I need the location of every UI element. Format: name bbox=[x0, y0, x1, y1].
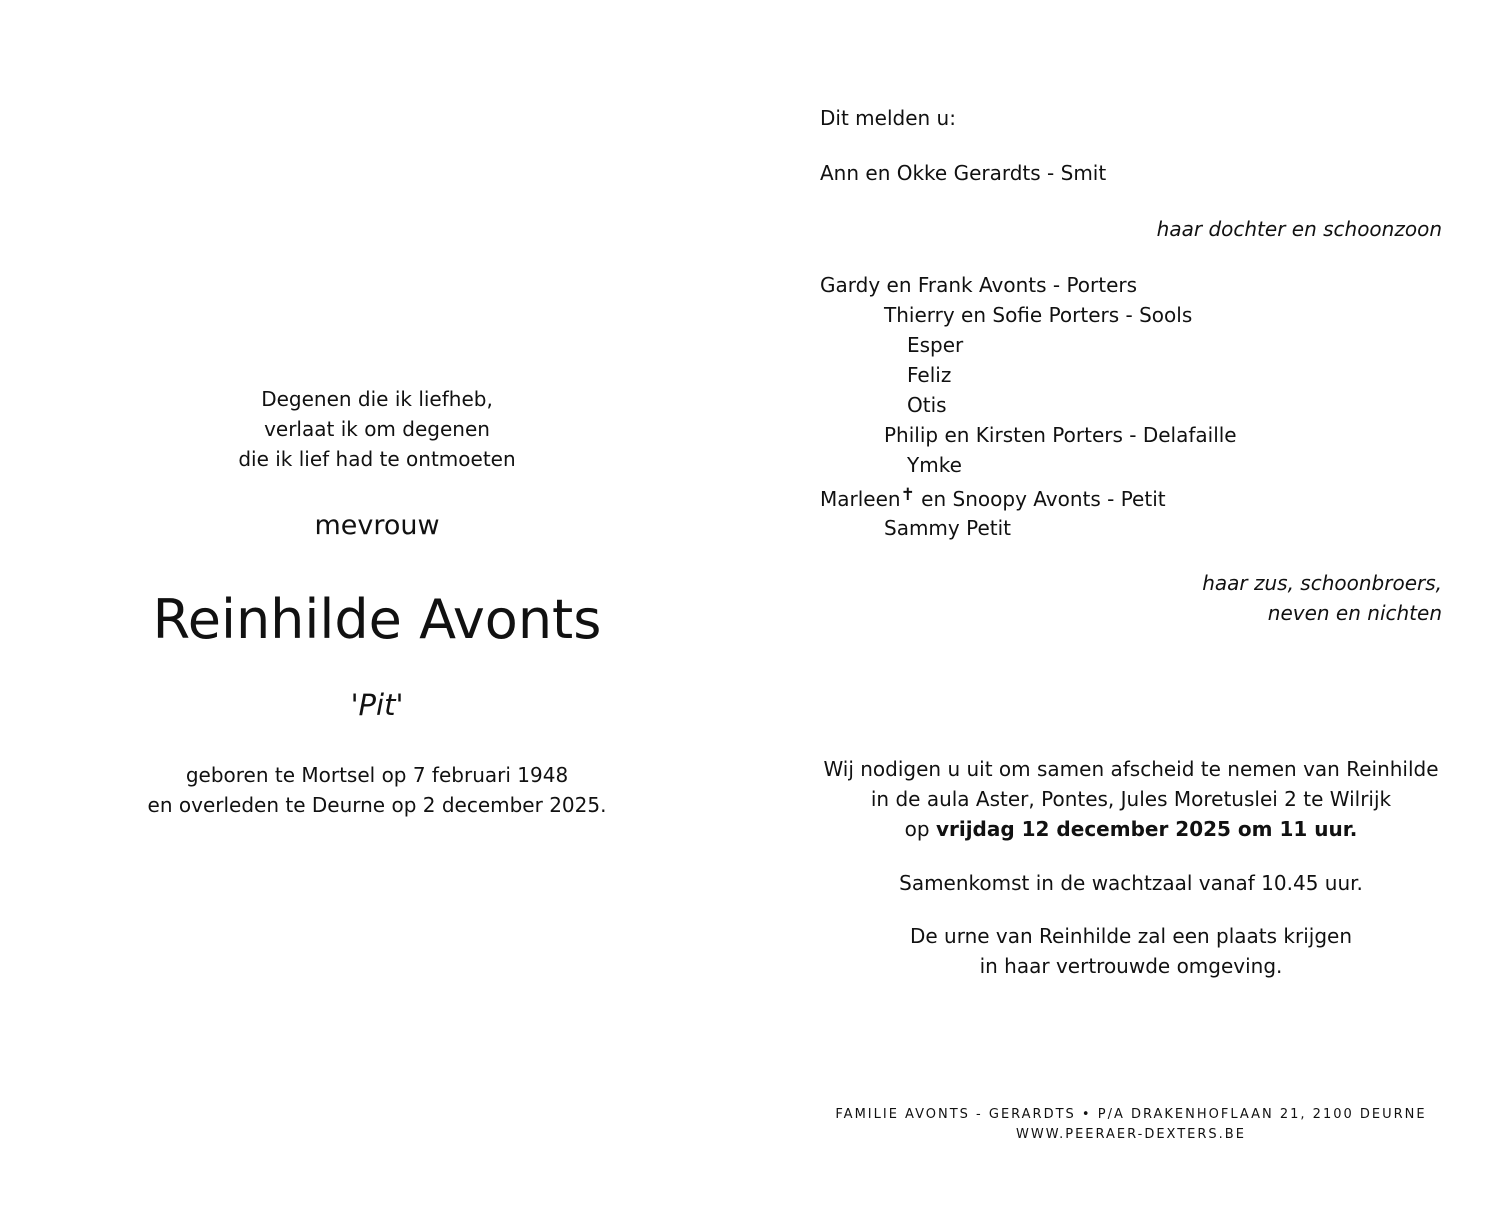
cross-icon: ✝ bbox=[900, 485, 915, 505]
nickname: 'Pit' bbox=[350, 688, 404, 722]
family-member-gardy: Gardy en Frank Avonts - Porters bbox=[820, 273, 1138, 297]
invitation-prefix: op bbox=[904, 817, 936, 841]
snoopy-name: en Snoopy Avonts - Petit bbox=[914, 487, 1166, 511]
urn-note bbox=[820, 921, 1442, 981]
urn-line: in haar vertrouwde omgeving. bbox=[979, 954, 1283, 978]
relation-family bbox=[1202, 568, 1442, 628]
family-member-ymke: Ymke bbox=[907, 453, 962, 477]
urn-line: De urne van Reinhilde zal een plaats krijgen bbox=[909, 924, 1353, 948]
family-member-esper: Esper bbox=[907, 333, 964, 357]
invitation-line: Wij nodigen u uit om samen afscheid te nemen van Reinhilde bbox=[823, 757, 1439, 781]
marleen-name: Marleen bbox=[820, 487, 901, 511]
gathering-note: Samenkomst in de wachtzaal vanaf 10.45 uur. bbox=[899, 871, 1363, 895]
footer-address: FAMILIE AVONTS - GERARDTS • P/A DRAKENHOFLAAN 21, 2100 DEURNE bbox=[835, 1107, 1427, 1122]
relation-line: haar zus, schoonbroers, bbox=[1202, 571, 1442, 595]
honorific: mevrouw bbox=[314, 510, 440, 541]
footer bbox=[820, 1105, 1442, 1145]
relation-daughter bbox=[1157, 214, 1442, 244]
invitation bbox=[820, 754, 1442, 844]
footer-website: WWW.PEERAER-DEXTERS.BE bbox=[1016, 1127, 1246, 1142]
family-member-thierry: Thierry en Sofie Porters - Sools bbox=[884, 303, 1193, 327]
invitation-date-line bbox=[820, 814, 1442, 844]
family-member-feliz: Feliz bbox=[907, 363, 952, 387]
family-member-daughter: Ann en Okke Gerardts - Smit bbox=[820, 161, 1107, 185]
family-member-philip: Philip en Kirsten Porters - Delafaille bbox=[884, 423, 1237, 447]
poem bbox=[152, 384, 602, 474]
death-line: en overleden te Deurne op 2 december 2025. bbox=[147, 793, 607, 817]
family-member-marleen bbox=[820, 485, 1166, 511]
family-member-sammy: Sammy Petit bbox=[884, 516, 1012, 540]
family-member-otis: Otis bbox=[907, 393, 947, 417]
life-dates bbox=[77, 760, 677, 820]
deceased-name: Reinhilde Avonts bbox=[152, 588, 602, 651]
birth-line: geboren te Mortsel op 7 februari 1948 bbox=[185, 763, 569, 787]
poem-line: Degenen die ik liefheb, bbox=[261, 387, 493, 411]
ceremony-date: vrijdag 12 december 2025 om 11 uur. bbox=[935, 817, 1358, 841]
relation-line: neven en nichten bbox=[1267, 601, 1442, 625]
invitation-line: in de aula Aster, Pontes, Jules Moretuslei 2 te Wilrijk bbox=[870, 787, 1392, 811]
intro-text: Dit melden u: bbox=[820, 106, 956, 130]
poem-line: verlaat ik om degenen bbox=[264, 417, 490, 441]
relation-line: haar dochter en schoonzoon bbox=[1156, 217, 1442, 241]
poem-line: die ik lief had te ontmoeten bbox=[238, 447, 516, 471]
